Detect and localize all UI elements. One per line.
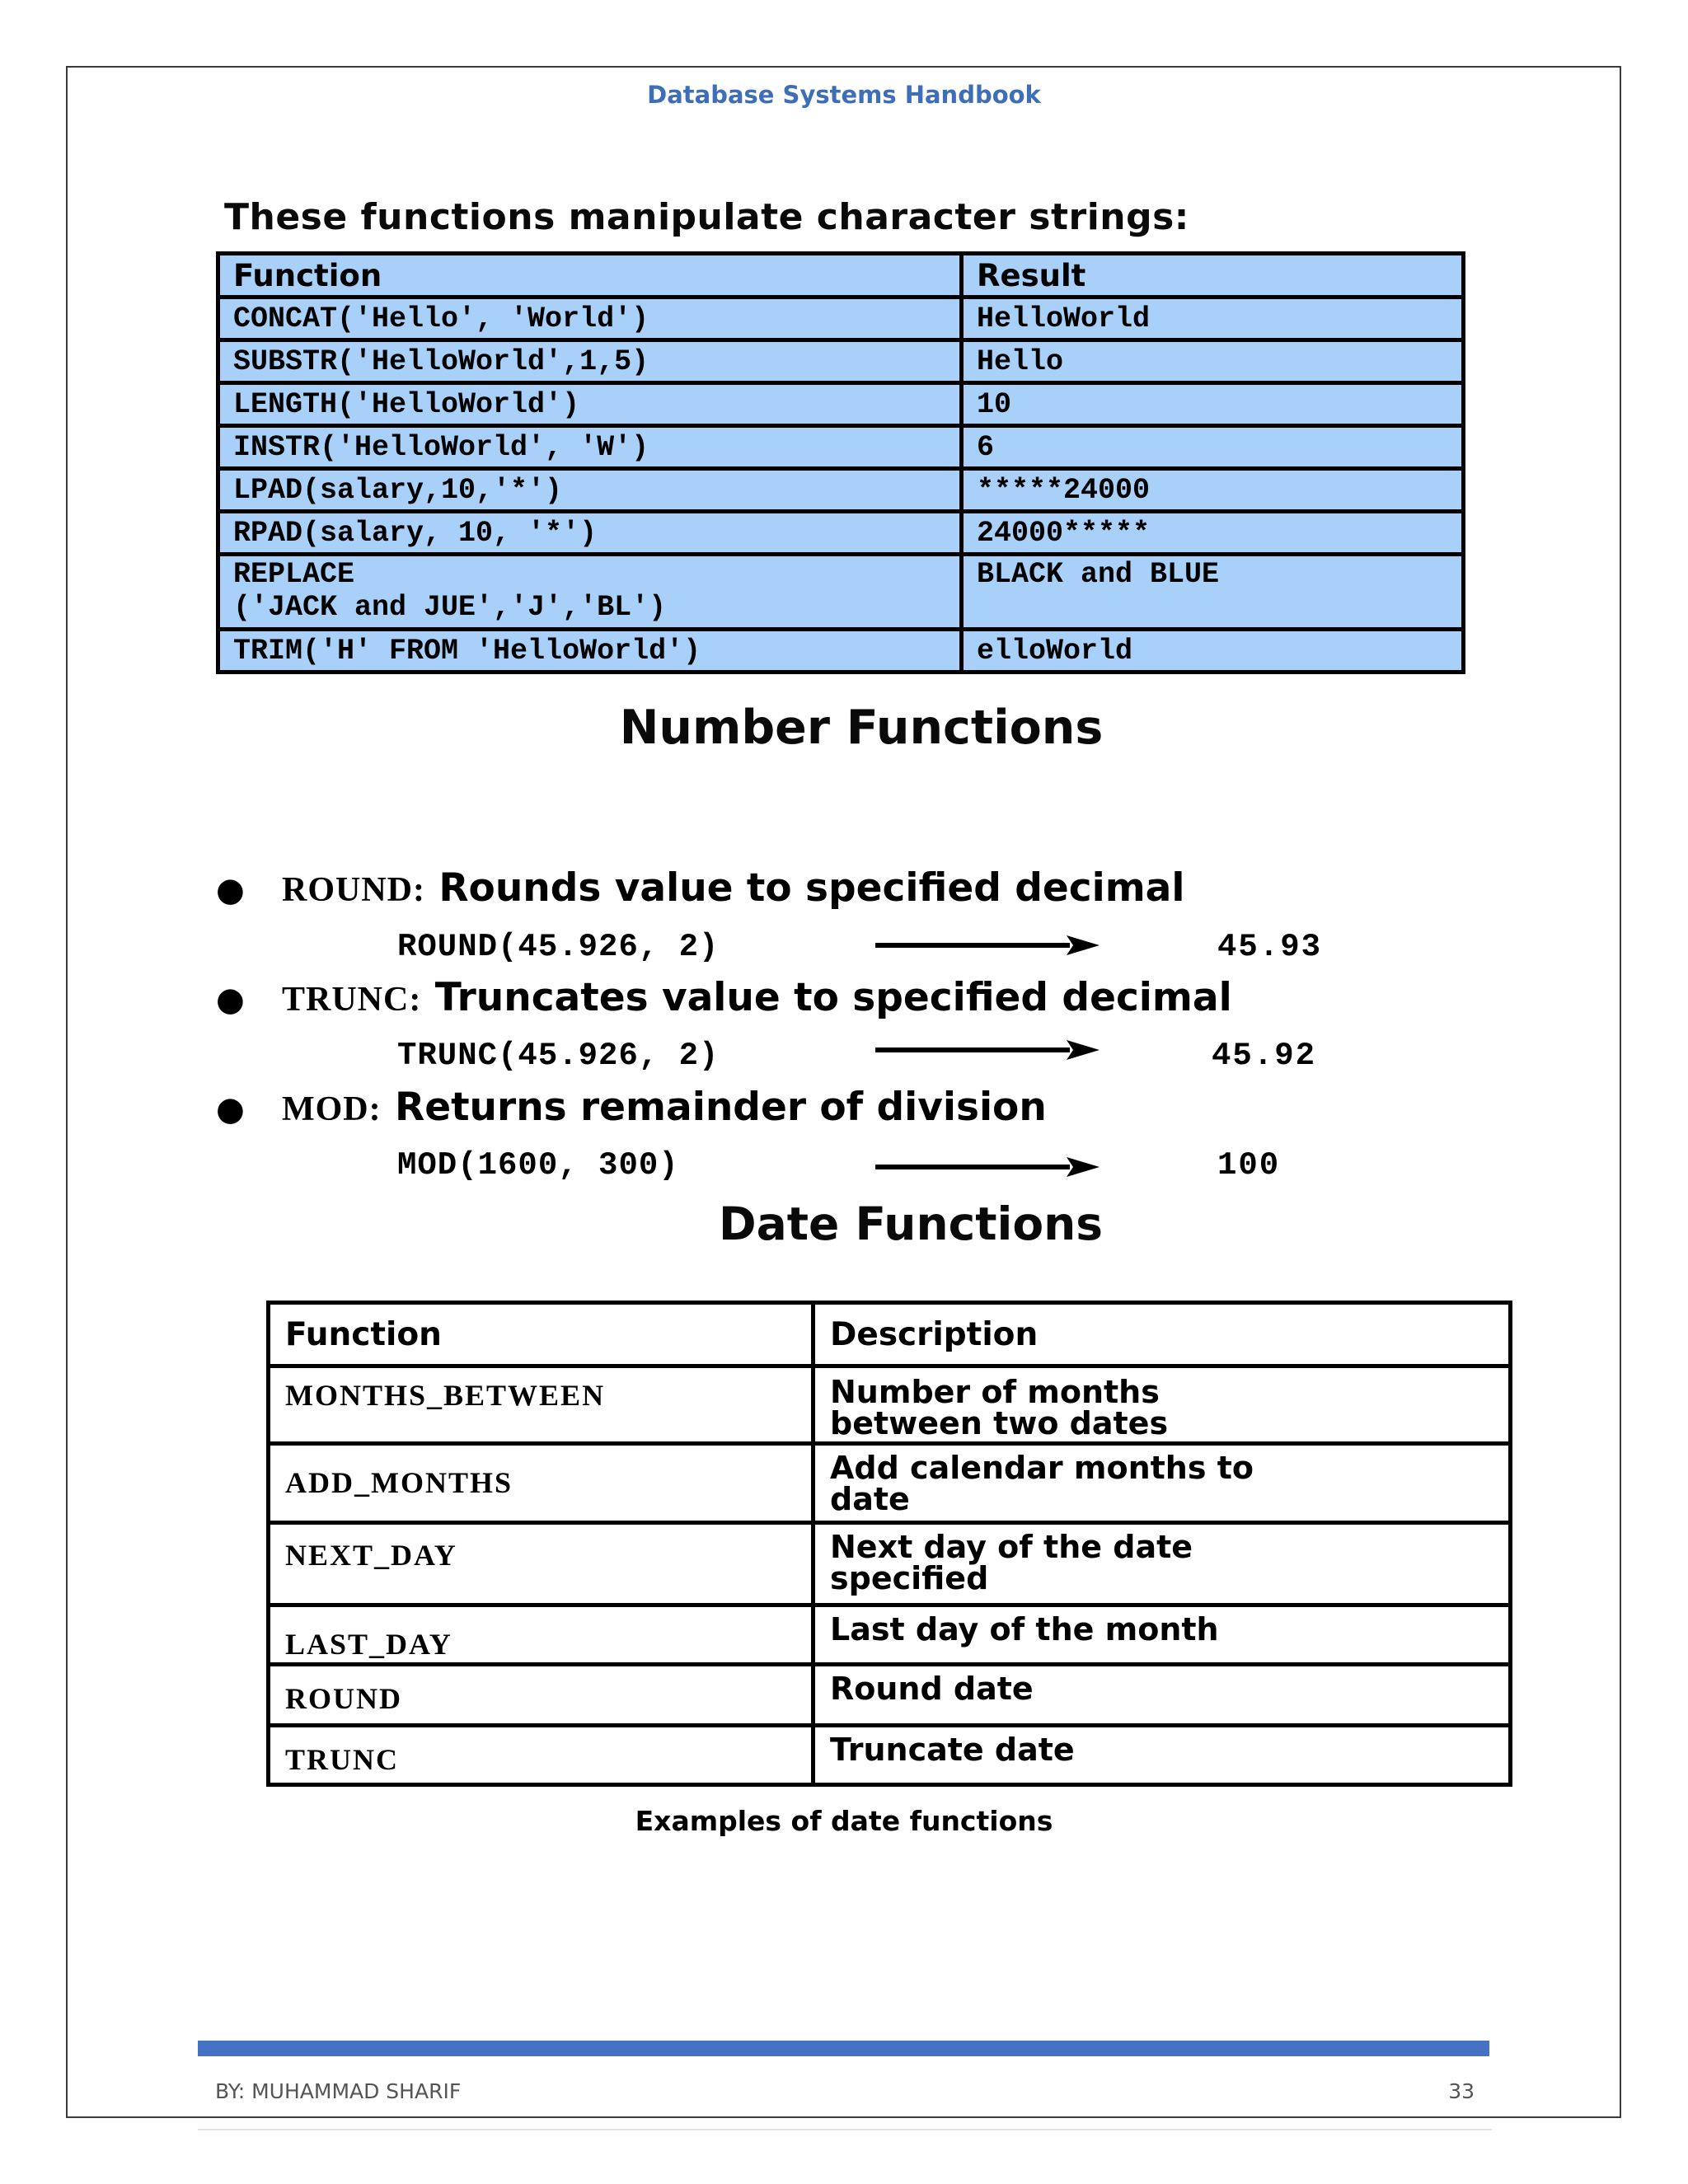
result-cell: elloWorld xyxy=(962,630,1464,673)
description-cell: Last day of the month xyxy=(814,1605,1511,1665)
function-cell: LAST_DAY xyxy=(269,1605,814,1665)
function-cell: LPAD(salary,10,'*') xyxy=(218,469,962,512)
function-cell: MONTHS_BETWEEN xyxy=(269,1366,814,1444)
page-number: 33 xyxy=(1448,2079,1475,2103)
function-example: ROUND(45.926, 2) xyxy=(397,929,720,965)
table-row xyxy=(218,383,1464,426)
function-result: 45.92 xyxy=(1212,1038,1317,1074)
table-row xyxy=(218,469,1464,512)
description-cell: Number of months between two dates xyxy=(814,1366,1511,1444)
function-cell: SUBSTR('HelloWorld',1,5) xyxy=(218,340,962,383)
result-cell: 6 xyxy=(962,426,1464,469)
arrow-right-icon xyxy=(875,930,1100,960)
date-functions-heading: Date Functions xyxy=(718,1197,1104,1250)
result-cell: BLACK and BLUE xyxy=(962,555,1464,630)
table-row xyxy=(269,1665,1511,1726)
table-row xyxy=(269,1605,1511,1665)
number-function-item xyxy=(216,1085,1047,1130)
table-row xyxy=(269,1523,1511,1605)
function-cell: CONCAT('Hello', 'World') xyxy=(218,298,962,340)
function-description: Truncates value to specified decimal xyxy=(434,975,1232,1020)
table-row xyxy=(218,512,1464,555)
footer-author: BY: MUHAMMAD SHARIF xyxy=(215,2079,462,2103)
table-header-row xyxy=(218,254,1464,298)
table-row xyxy=(269,1366,1511,1444)
table-row xyxy=(269,1444,1511,1523)
function-description: Returns remainder of division xyxy=(395,1085,1047,1130)
result-cell: Hello xyxy=(962,340,1464,383)
bullet-icon: ● xyxy=(216,981,245,1019)
table-row xyxy=(269,1726,1511,1785)
function-cell: INSTR('HelloWorld', 'W') xyxy=(218,426,962,469)
arrow-right-icon xyxy=(875,1152,1100,1182)
bottom-divider xyxy=(198,2129,1492,2130)
function-example: MOD(1600, 300) xyxy=(397,1147,679,1183)
function-name: MOD: xyxy=(282,1090,382,1128)
number-function-item xyxy=(216,865,1185,911)
column-header-function: Function xyxy=(269,1303,814,1366)
function-cell: RPAD(salary, 10, '*') xyxy=(218,512,962,555)
function-cell: ROUND xyxy=(269,1665,814,1726)
result-cell: *****24000 xyxy=(962,469,1464,512)
table-header-row xyxy=(269,1303,1511,1366)
function-cell: REPLACE ('JACK and JUE','J','BL') xyxy=(218,555,962,630)
document-header-title: Database Systems Handbook xyxy=(647,81,1041,109)
bullet-icon: ● xyxy=(216,1090,245,1128)
figure-caption: Examples of date functions xyxy=(635,1805,1053,1837)
function-example: TRUNC(45.926, 2) xyxy=(397,1038,720,1074)
column-header-function: Function xyxy=(218,254,962,298)
character-functions-table xyxy=(216,251,1465,674)
footer-bar xyxy=(198,2041,1489,2056)
function-cell: LENGTH('HelloWorld') xyxy=(218,383,962,426)
result-cell: 24000***** xyxy=(962,512,1464,555)
description-cell: Round date xyxy=(814,1665,1511,1726)
description-cell: Truncate date xyxy=(814,1726,1511,1785)
bullet-icon: ● xyxy=(216,871,245,909)
table-row xyxy=(218,340,1464,383)
result-cell: 10 xyxy=(962,383,1464,426)
number-function-item xyxy=(216,975,1232,1020)
arrow-right-icon xyxy=(875,1035,1100,1065)
date-functions-table xyxy=(266,1301,1512,1787)
character-functions-heading: These functions manipulate character strings: xyxy=(224,196,1189,238)
function-result: 45.93 xyxy=(1217,929,1323,965)
description-cell: Next day of the date specified xyxy=(814,1523,1511,1605)
column-header-result: Result xyxy=(962,254,1464,298)
table-row xyxy=(218,426,1464,469)
number-functions-heading: Number Functions xyxy=(619,701,1104,755)
function-result: 100 xyxy=(1217,1147,1281,1183)
function-name: TRUNC: xyxy=(282,981,422,1019)
function-cell: TRUNC xyxy=(269,1726,814,1785)
result-cell: HelloWorld xyxy=(962,298,1464,340)
description-cell: Add calendar months to date xyxy=(814,1444,1511,1523)
function-name: ROUND: xyxy=(282,871,425,909)
function-description: Rounds value to specified decimal xyxy=(438,865,1185,911)
function-cell: NEXT_DAY xyxy=(269,1523,814,1605)
function-cell: TRIM('H' FROM 'HelloWorld') xyxy=(218,630,962,673)
table-row xyxy=(218,298,1464,340)
column-header-description: Description xyxy=(814,1303,1511,1366)
table-row xyxy=(218,630,1464,673)
function-cell: ADD_MONTHS xyxy=(269,1444,814,1523)
table-row xyxy=(218,555,1464,630)
